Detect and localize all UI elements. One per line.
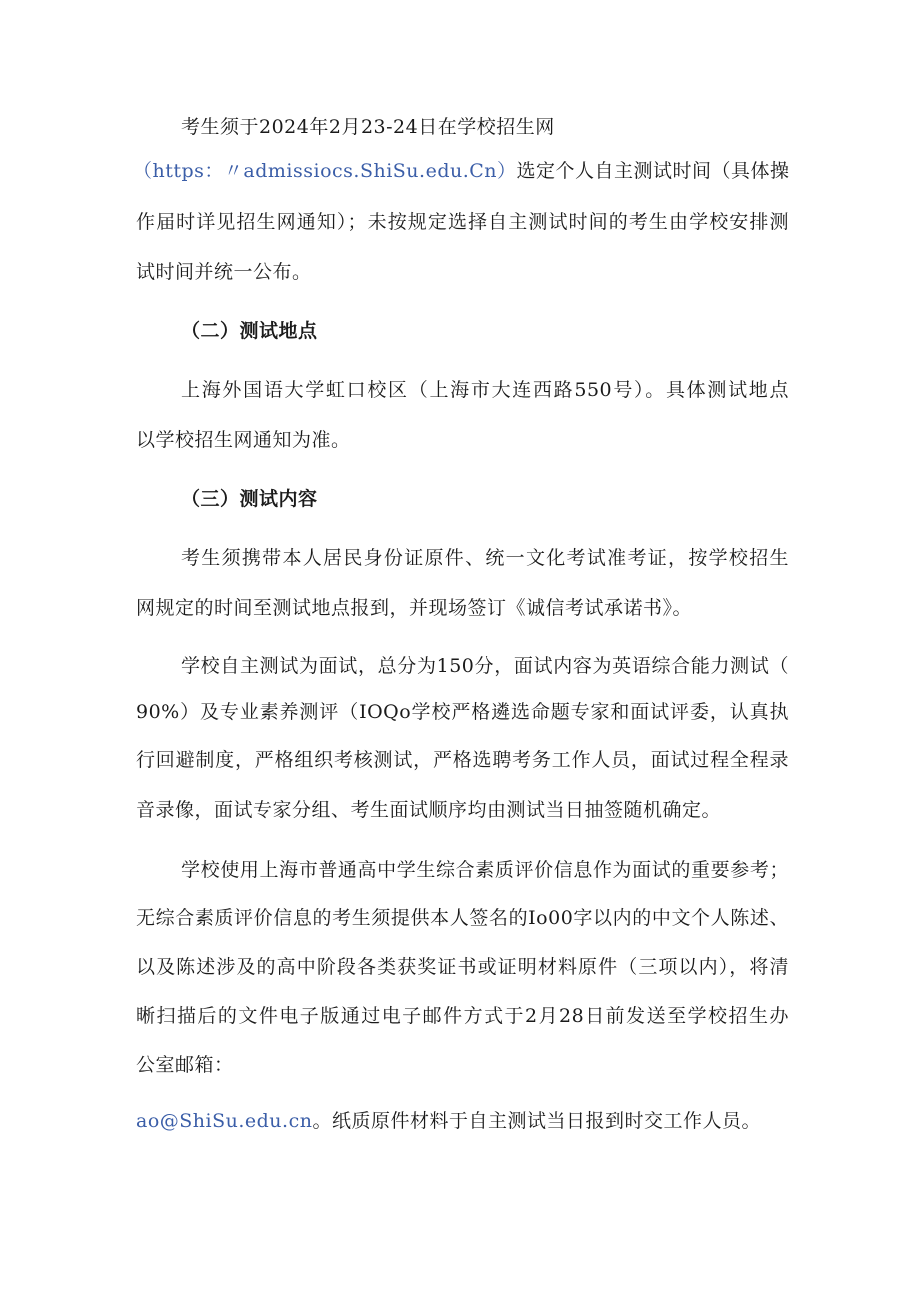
paragraph-2-line-1: 上海外国语大学虹口校区（上海市大连西路550号）。具体测试地点 bbox=[181, 379, 789, 401]
paragraph-1-line-2 bbox=[133, 158, 789, 184]
paragraph-4-line-3: 行回避制度，严格组织考核测试，严格选聘考务工作人员，面试过程全程录 bbox=[136, 749, 789, 771]
paragraph-5-line-1: 学校使用上海市普通高中学生综合素质评价信息作为面试的重要参考； bbox=[181, 859, 789, 881]
paragraph-5-line-2: 无综合素质评价信息的考生须提供本人签名的Io00字以内的中文个人陈述、 bbox=[136, 907, 789, 929]
paragraph-5-line-3: 以及陈述涉及的高中阶段各类获奖证书或证明材料原件（三项以内），将清 bbox=[136, 956, 789, 978]
paragraph-3-line-1: 考生须携带本人居民身份证原件、统一文化考试准考证，按学校招生 bbox=[181, 547, 789, 569]
paragraph-1-line-2-rest: 选定个人自主测试时间（具体操 bbox=[516, 160, 790, 182]
paragraph-5-line-4: 晰扫描后的文件电子版通过电子邮件方式于2月28日前发送至学校招生办 bbox=[136, 1005, 789, 1027]
admissions-email-link[interactable]: ao@ShiSu.edu.cn bbox=[136, 1110, 313, 1132]
paragraph-1-line-3: 作届时详见招生网通知）；未按规定选择自主测试时间的考生由学校安排测 bbox=[136, 211, 789, 233]
paragraph-1-line-4: 试时间并统一公布。 bbox=[136, 261, 312, 283]
section-heading-content: （三）测试内容 bbox=[181, 488, 318, 510]
admissions-url-link[interactable]: （https：〃admissiocs.ShiSu.edu.Cn） bbox=[133, 160, 517, 182]
paragraph-5-line-5: 公室邮箱： bbox=[136, 1054, 234, 1076]
paragraph-6-rest: 。纸质原件材料于自主测试当日报到时交工作人员。 bbox=[312, 1110, 761, 1132]
paragraph-4-line-2: 90%）及专业素养测评（IOQo学校严格遴选命题专家和面试评委，认真执 bbox=[136, 701, 789, 723]
section-heading-location: （二）测试地点 bbox=[181, 320, 318, 342]
paragraph-4-line-1: 学校自主测试为面试，总分为150分，面试内容为英语综合能力测试（ bbox=[181, 655, 789, 677]
paragraph-3-line-2: 网规定的时间至测试地点报到，并现场签订《诚信考试承诺书》。 bbox=[136, 597, 693, 619]
paragraph-4-line-4: 音录像，面试专家分组、考生面试顺序均由测试当日抽签随机确定。 bbox=[136, 799, 722, 821]
paragraph-2-line-2: 以学校招生网通知为准。 bbox=[136, 429, 351, 451]
paragraph-6 bbox=[136, 1108, 761, 1134]
paragraph-1-line-1: 考生须于2024年2月23-24日在学校招生网 bbox=[181, 116, 555, 138]
